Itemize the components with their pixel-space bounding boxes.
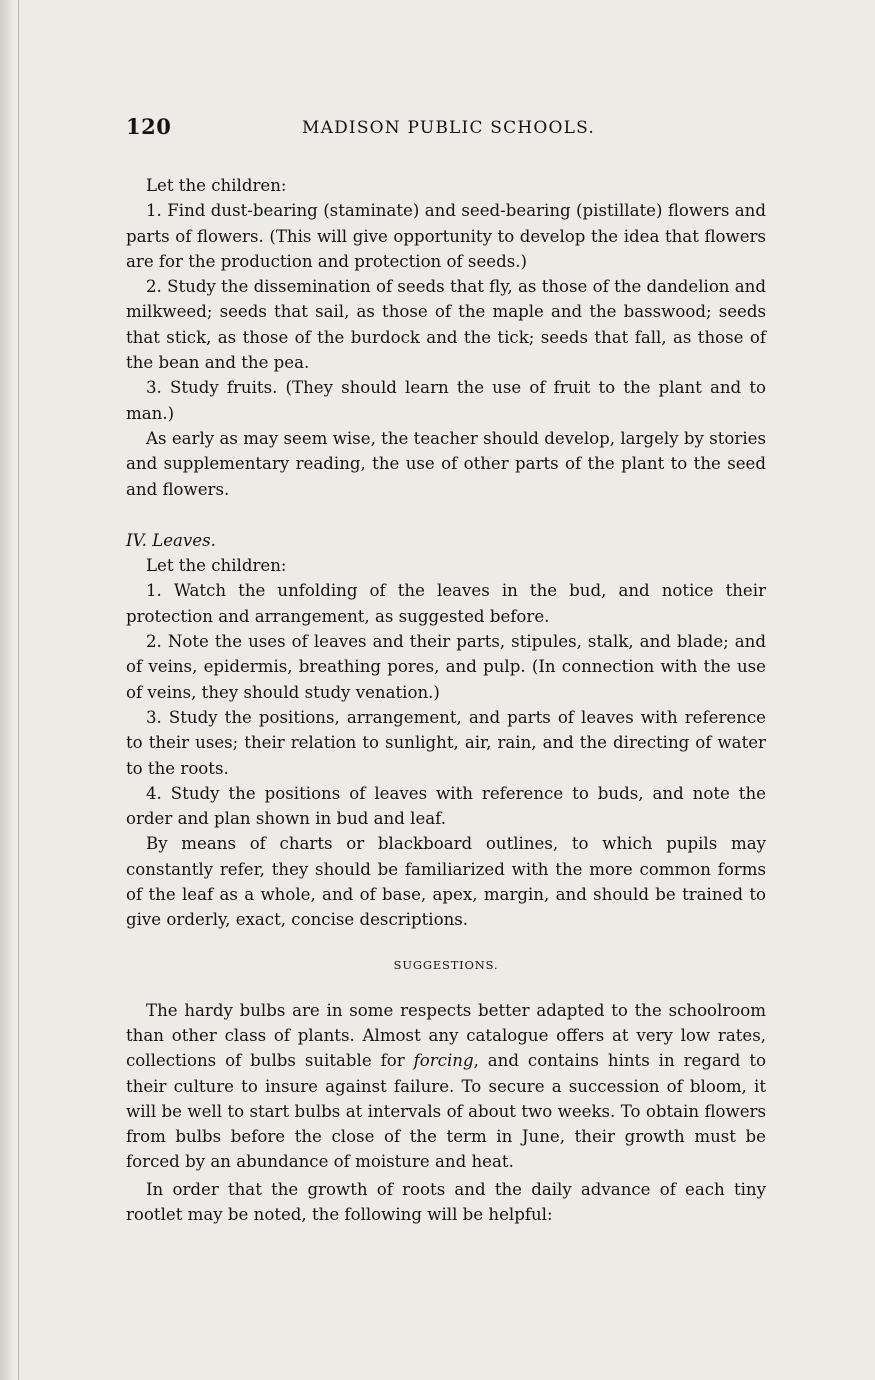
list-item: 1. Watch the unfolding of the leaves in the bud, and notice their protection and arrangement, as suggested before. (126, 581, 766, 626)
intro-line: Let the children: (146, 556, 287, 576)
suggestions-paragraph: In order that the growth of roots and the daily advance of each tiny rootlet may be noted, the following will be helpful: (126, 1179, 766, 1224)
paragraph: By means of charts or blackboard outlines, to which pupils may constantly refer, they should be familiarized with the more common forms of the leaf as a whole, and of base, apex, margin, and should be trained to give orderly, exact, concise descriptions. (126, 834, 766, 930)
intro-line: Let the children: (146, 176, 287, 195)
page-edge-shadow (0, 0, 14, 1380)
list-item: 4. Study the positions of leaves with reference to buds, and note the order and plan shown in bud and leaf. (126, 783, 766, 829)
suggestions-paragraph (126, 998, 766, 1175)
page-content (126, 114, 766, 1227)
page-edge-line (18, 0, 19, 1380)
running-title: MADISON PUBLIC SCHOOLS. (302, 118, 595, 138)
list-item: 2. Study the dissemination of seeds that fly, as those of the dandelion and milkweed; seeds that sail, as those of the maple and the basswood; seeds that stick, as those of the burdock and the tick; seeds that fall, as those of the bean and the pea. (126, 277, 766, 373)
list-item: 1. Find dust-bearing (staminate) and seed-bearing (pistillate) flowers and parts of flowers. (This will give opportunity to develop the idea that flowers are for the production and protection of seeds.) (126, 201, 766, 271)
section-heading-leaves (126, 528, 766, 553)
text-run: , and contains hints in regard to their culture to insure against failure. To secure a succession of bloom, it will be well to start bulbs at intervals of about two weeks. To obtain flowers from bulbs before the close of the term in June, their growth must be forced by an abundance of moisture and heat. (126, 1051, 766, 1172)
section-numeral: IV. (126, 530, 147, 550)
running-head (126, 114, 766, 144)
section-title: Leaves. (152, 530, 216, 550)
list-item: 3. Study the positions, arrangement, and parts of leaves with reference to their uses; their relation to sunlight, air, rain, and the directing of water to the roots. (126, 707, 766, 778)
text-run: The hardy bulbs are in some respects better adapted to the schoolroom than other class of plants. Almost any catalogue offers at very low rates, collections of bulbs suitable for (126, 1000, 766, 1071)
italic-word: forcing (413, 1051, 474, 1071)
list-item: 3. Study fruits. (They should learn the use of fruit to the plant and to man.) (126, 378, 766, 423)
page-number: 120 (126, 114, 172, 139)
list-item: 2. Note the uses of leaves and their parts, stipules, stalk, and blade; and of veins, epidermis, breathing pores, and pulp. (In connection with the use of veins, they should study venation.) (126, 632, 766, 702)
suggestions-heading: SUGGESTIONS. (393, 957, 499, 972)
paragraph: As early as may seem wise, the teacher should develop, largely by stories and supplementary reading, the use of other parts of the plant to the seed and flowers. (126, 428, 766, 499)
